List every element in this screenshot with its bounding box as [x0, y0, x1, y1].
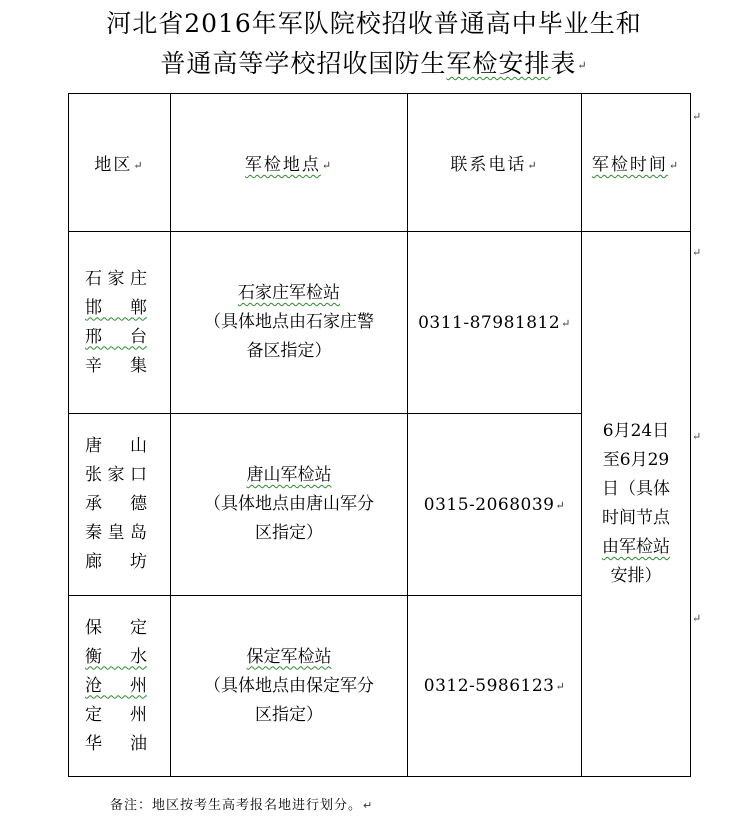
- region-name: 承德: [85, 494, 147, 514]
- doc-title-line-2: [0, 44, 748, 80]
- station-detail: 区指定）: [255, 704, 323, 725]
- region-name: 廊坊: [85, 552, 147, 572]
- paragraph-mark: ↵: [692, 430, 702, 443]
- region-name: 辛集: [85, 355, 147, 376]
- paragraph-mark: ↵: [577, 59, 588, 72]
- station-name: 唐山军检站: [246, 465, 332, 485]
- region-name: 石家庄: [85, 268, 147, 289]
- paragraph-mark: ↵: [692, 246, 702, 259]
- region-name: 定州: [85, 704, 147, 725]
- title-line-2-pre: 普通高等学校招收国防生: [160, 49, 447, 78]
- region-name: 唐山: [85, 436, 147, 456]
- station-detail: （具体地点由石家庄警: [204, 312, 374, 332]
- title-line-2-wavy: 军检安排: [446, 49, 551, 78]
- station-detail: 区指定）: [255, 523, 323, 543]
- station-name: 保定军检站: [246, 646, 332, 667]
- row-2-regions: [69, 414, 171, 596]
- region-name: 秦皇岛: [85, 523, 147, 543]
- doc-title-line-1: 河北省2016年军队院校招收普通高中毕业生和: [106, 9, 642, 38]
- region-name: 保定: [85, 617, 147, 638]
- station-detail: （具体地点由保定军分: [204, 675, 374, 696]
- region-name: 华油: [85, 733, 147, 754]
- region-name: 衡水: [85, 646, 147, 667]
- row-3-phone: 0312-5986123↵: [408, 596, 582, 777]
- title-line-2-post: 表: [550, 49, 577, 78]
- row-2-location: [171, 414, 408, 596]
- row-1-phone: 0311-87981812↵: [408, 232, 582, 414]
- station-detail: （具体地点由唐山军分: [204, 494, 374, 514]
- schedule-table: [68, 93, 691, 777]
- header-phone: 联系电话↵: [408, 94, 582, 232]
- header-time: 军检时间↵: [582, 94, 691, 232]
- station-detail: 备区指定）: [246, 341, 332, 361]
- paragraph-mark: ↵: [692, 612, 702, 625]
- header-region: 地区↵: [69, 94, 171, 232]
- row-1-regions: [69, 232, 171, 414]
- region-name: 邢台: [85, 326, 147, 347]
- region-name: 张家口: [85, 465, 147, 485]
- row-2-phone: 0315-2068039↵: [408, 414, 582, 596]
- region-name: 沧州: [85, 675, 147, 696]
- header-location: 军检地点↵: [171, 94, 408, 232]
- row-3-regions: [69, 596, 171, 777]
- row-3-location: [171, 596, 408, 777]
- region-name: 邯郸: [85, 297, 147, 318]
- row-1-location: [171, 232, 408, 414]
- footnote: 备注：地区按考生高考报名地进行划分。↵: [110, 798, 374, 813]
- paragraph-mark: ↵: [692, 110, 702, 123]
- inspection-time: 6月24日 至6月29 日（具体 时间节点 由军检站 安排）: [582, 232, 691, 777]
- station-name: 石家庄军检站: [238, 283, 340, 303]
